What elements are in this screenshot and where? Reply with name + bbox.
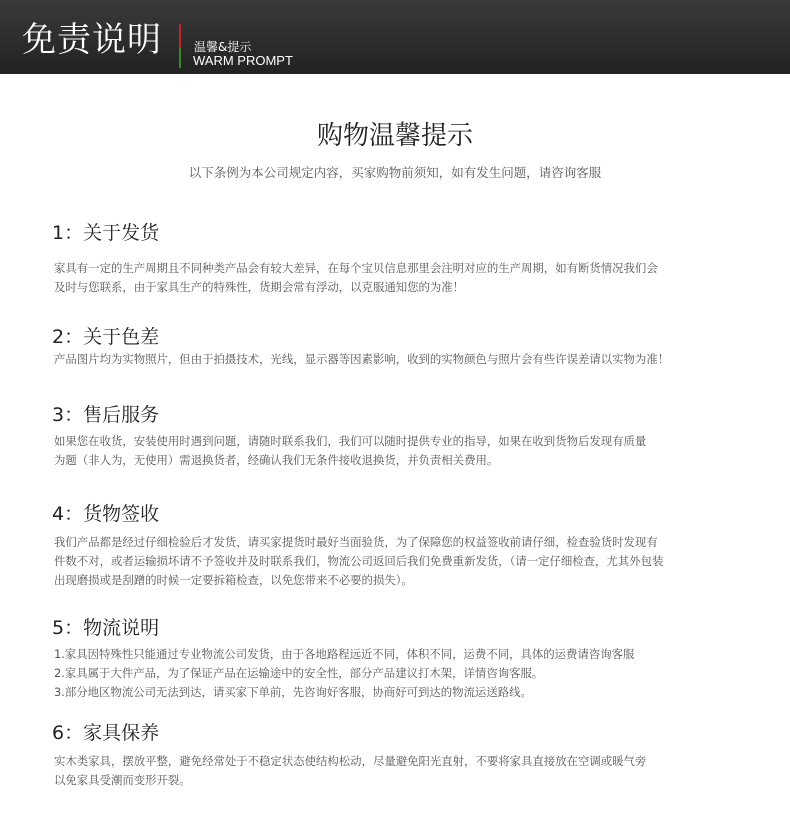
section-line: 出现磨损或是刮蹭的时候一定要拆箱检查，以免您带来不必要的损失）。 — [54, 573, 413, 587]
section-line: 2.家具属于大件产品，为了保证产品在运输途中的安全性，部分产品建议打木架，详情咨询客服。 — [54, 666, 544, 680]
section-line: 3.部分地区物流公司无法到达，请买家下单前，先咨询好客服，协商好可到达的物流运送路线。 — [54, 685, 532, 699]
banner-title: 免责说明 — [22, 20, 162, 60]
header-banner — [0, 0, 790, 74]
section-line: 我们产品都是经过仔细检验后才发货，请买家提货时最好当面验货，为了保障您的权益签收前请仔细，检查验货时发现有 — [54, 535, 658, 549]
banner-divider — [179, 24, 181, 68]
banner-subtitle-en: WARM PROMPT — [193, 53, 293, 68]
section-line: 实木类家具，摆放平整，避免经常处于不稳定状态使结构松动，尽量避免阳光直射，不要将家具直接放在空调或暖气旁 — [54, 754, 647, 768]
section-body-maintenance — [54, 752, 744, 790]
section-line: 如果您在收货，安装使用时遇到问题，请随时联系我们，我们可以随时提供专业的指导，如果在收到货物后发现有质量 — [54, 434, 647, 448]
section-heading-logistics: 5：物流说明 — [52, 617, 160, 639]
section-line: 件数不对，或者运输损坏请不予签收并及时联系我们，物流公司返回后我们免费重新发货，（请一定仔细检查，尤其外包装 — [54, 554, 664, 568]
section-line: 产品图片均为实物照片，但由于拍摄技术，光线，显示器等因素影响，收到的实物颜色与照片会有些许误差请以实物为准！ — [54, 352, 670, 366]
section-body-shipping — [54, 259, 744, 297]
intro-text: 以下条例为本公司规定内容，买家购物前须知，如有发生问题，请咨询客服 — [188, 165, 602, 180]
section-body-color — [54, 350, 744, 369]
section-line: 为题（非人为，无使用）需退换货者，经确认我们无条件接收退换货，并负责相关费用。 — [54, 453, 499, 467]
banner-divider-red — [179, 24, 181, 48]
section-body-logistics — [54, 645, 744, 702]
page-title: 购物温馨提示 — [316, 121, 473, 151]
section-line: 及时与您联系，由于家具生产的特殊性，货期会常有浮动，以克服通知您的为准！ — [54, 280, 465, 294]
section-body-after-sales — [54, 432, 744, 470]
section-heading-color: 2：关于色差 — [52, 326, 160, 348]
section-heading-shipping: 1：关于发货 — [52, 222, 160, 244]
section-heading-receipt: 4：货物签收 — [52, 503, 160, 525]
section-line: 1.家具因特殊性只能通过专业物流公司发货，由于各地路程远近不同，体积不同，运费不同，具体的运费请咨询客服 — [54, 647, 635, 661]
section-line: 以免家具受潮而变形开裂。 — [54, 773, 191, 787]
section-body-receipt — [54, 533, 744, 590]
banner-subtitle-cn: 温馨&提示 — [194, 40, 252, 54]
section-line: 家具有一定的生产周期且不同种类产品会有较大差异，在每个宝贝信息那里会注明对应的生产周期，如有断货情况我们会 — [54, 261, 658, 275]
banner-divider-green — [179, 48, 181, 68]
section-heading-maintenance: 6：家具保养 — [52, 722, 160, 744]
section-heading-after-sales: 3：售后服务 — [52, 404, 160, 426]
